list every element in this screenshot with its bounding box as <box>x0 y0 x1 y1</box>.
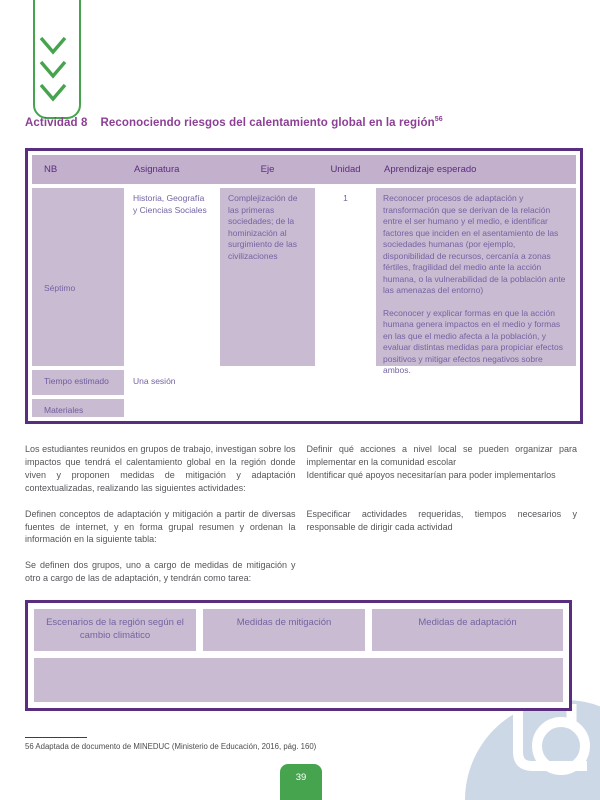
page-title <box>25 116 585 129</box>
task-column-header-escenarios: Escenarios de la región según el cambio climático <box>34 609 196 651</box>
column-header-unidad: Unidad <box>330 164 361 175</box>
task-column-header-adaptacion: Medidas de adaptación <box>372 609 563 651</box>
info-table-header-row <box>32 155 576 184</box>
paragraph: Identificar qué apoyos necesitarían para poder implementarlos <box>306 469 556 480</box>
cell-unidad: 1 <box>323 188 368 366</box>
task-table-empty-row <box>34 658 563 702</box>
activity-info-table <box>25 148 583 424</box>
cell-aprendizaje-esperado <box>376 188 576 375</box>
footnote-ref-superscript: 56 <box>434 116 443 123</box>
activity-name: Reconociendo riesgos del calentamiento global en la región <box>100 116 435 129</box>
body-text-left-column <box>25 443 296 598</box>
footnote-divider <box>25 737 87 738</box>
triple-chevron-down-icon <box>35 0 75 113</box>
column-header-eje: Eje <box>260 164 275 175</box>
task-column-header-mitigacion: Medidas de mitigación <box>203 609 365 651</box>
aprendizaje-paragraph: Reconocer y explicar formas en que la acción humana genera impactos en el medio y formas en las que el medio afecta a la población, y evaluar distintas medidas para propiciar efectos positivos y mitigar efectos negativos sobre ambos. <box>383 307 564 375</box>
page-number-badge: 39 <box>280 764 322 800</box>
paragraph: Definen conceptos de adaptación y mitigación a partir de diversas fuentes de internet, y en forma grupal resumen y ordenan la información en la siguiente tabla: <box>25 508 296 545</box>
cell-tiempo-estimado-value: Una sesión <box>133 376 176 386</box>
footnote-text: 56 Adaptada de documento de MINEDUC (Ministerio de Educación, 2016, pág. 160) <box>25 742 317 751</box>
cell-eje: Complejización de las primeras sociedades; de la hominización al surgimiento de las civilizaciones <box>220 188 315 366</box>
paragraph: Se definen dos grupos, uno a cargo de medidas de mitigación y otro a cargo de las de adaptación, y tendrán como tarea: <box>25 560 296 584</box>
paragraph: Definir qué acciones a nivel local se pueden organizar para implementar en la comunidad escolar <box>306 444 577 467</box>
activity-marker-box <box>33 0 81 119</box>
paragraph: Especificar actividades requeridas, tiempos necesarios y responsable de dirigir cada actividad <box>306 508 577 532</box>
mitigation-adaptation-table <box>25 600 572 711</box>
column-header-aprendizaje: Aprendizaje esperado <box>384 164 477 175</box>
column-header-asignatura: Asignatura <box>134 164 180 175</box>
cell-nb-septimo: Séptimo <box>32 188 124 366</box>
cell-asignatura: Historia, Geografía y Ciencias Sociales <box>132 188 212 366</box>
body-text-right-column <box>307 443 578 598</box>
body-text <box>25 443 577 598</box>
cell-tiempo-estimado-label: Tiempo estimado <box>32 370 124 395</box>
paragraph: Los estudiantes reunidos en grupos de trabajo, investigan sobre los impactos que tendrá el calentamiento global en la región donde viven y proponen medidas de mitigación y adaptación contextualizadas, realizando las siguientes actividades: <box>25 444 296 493</box>
activity-number: Actividad 8 <box>25 116 88 129</box>
cell-materiales-value <box>132 399 576 417</box>
cell-materiales-label: Materiales <box>32 399 124 417</box>
column-header-nb: NB <box>44 164 58 175</box>
aprendizaje-paragraph: Reconocer procesos de adaptación y transformación que se derivan de la relación entre el ser humano y el medio, e identificar factores que inciden en el asentamiento de las sociedades humanas (por ejemplo, disponibilidad de recursos, cercanía a zonas fértiles, fragilidad del medio ante la acción humana, o la vulnerabilidad de la población ante las amenazas del entorno) <box>383 193 566 295</box>
